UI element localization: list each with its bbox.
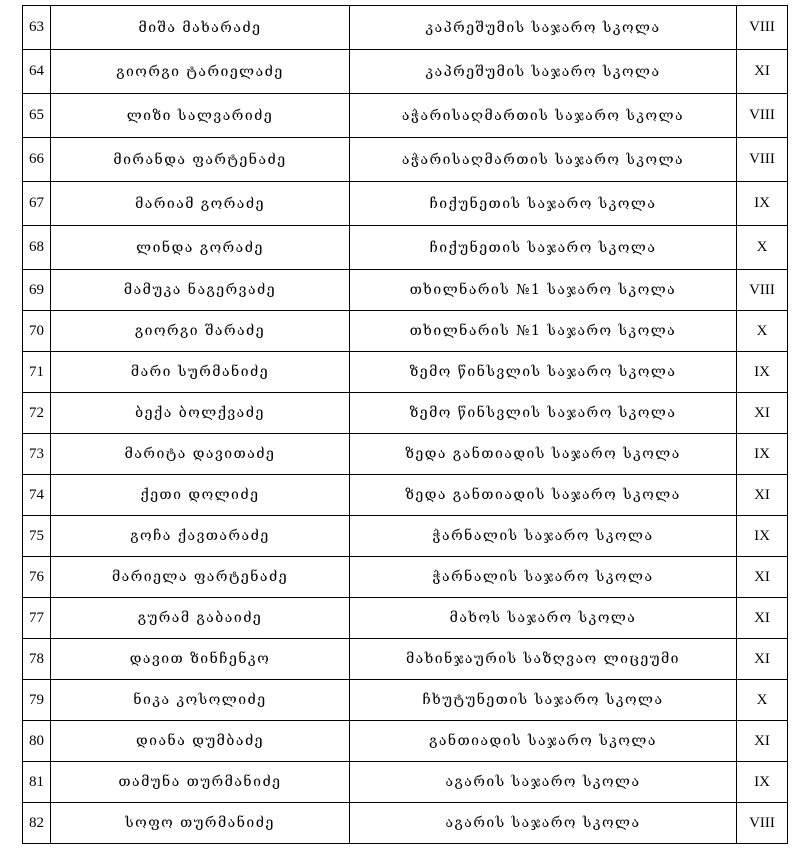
grade: VIII — [737, 138, 788, 182]
grade: X — [737, 680, 788, 721]
grade: XI — [737, 721, 788, 762]
school-name: თხილნარის №1 საჯარო სკოლა — [350, 270, 737, 311]
table-row — [23, 721, 788, 762]
school-name: მახოს საჯარო სკოლა — [350, 598, 737, 639]
grade: VIII — [737, 270, 788, 311]
grade: XI — [737, 393, 788, 434]
table-row — [23, 393, 788, 434]
participants-table-wrapper — [22, 5, 788, 844]
grade: IX — [737, 434, 788, 475]
student-name: ბექა ბოლქვაძე — [51, 393, 350, 434]
row-number: 79 — [23, 680, 51, 721]
table-row — [23, 138, 788, 182]
row-number: 75 — [23, 516, 51, 557]
school-name: აჭარისაღმართის საჯარო სკოლა — [350, 138, 737, 182]
grade: XI — [737, 475, 788, 516]
student-name: დიანა დუმბაძე — [51, 721, 350, 762]
student-name: მარიამ გორაძე — [51, 182, 350, 226]
grade: VIII — [737, 6, 788, 50]
grade: VIII — [737, 803, 788, 844]
row-number: 67 — [23, 182, 51, 226]
school-name: კაპრეშუმის საჯარო სკოლა — [350, 6, 737, 50]
school-name: აჭარისაღმართის საჯარო სკოლა — [350, 94, 737, 138]
row-number: 73 — [23, 434, 51, 475]
school-name: განთიადის საჯარო სკოლა — [350, 721, 737, 762]
grade: IX — [737, 352, 788, 393]
grade: IX — [737, 762, 788, 803]
grade: XI — [737, 50, 788, 94]
table-row — [23, 352, 788, 393]
table-row — [23, 311, 788, 352]
table-row — [23, 434, 788, 475]
student-name: მარიელა ფარტენაძე — [51, 557, 350, 598]
row-number: 69 — [23, 270, 51, 311]
student-name: თამუნა თურმანიძე — [51, 762, 350, 803]
school-name: მახინჯაურის საზღვაო ლიცეუმი — [350, 639, 737, 680]
school-name: ჩხუტუნეთის საჯარო სკოლა — [350, 680, 737, 721]
row-number: 63 — [23, 6, 51, 50]
school-name: თხილნარის №1 საჯარო სკოლა — [350, 311, 737, 352]
school-name: ჭარნალის საჯარო სკოლა — [350, 516, 737, 557]
student-name: ლინდა გორაძე — [51, 226, 350, 270]
school-name: ჭარნალის საჯარო სკოლა — [350, 557, 737, 598]
table-row — [23, 270, 788, 311]
student-name: გიორგი შარაძე — [51, 311, 350, 352]
school-name: აგარის საჯარო სკოლა — [350, 762, 737, 803]
student-name: სოფო თურმანიძე — [51, 803, 350, 844]
student-name: დავით ზინჩენკო — [51, 639, 350, 680]
table-row — [23, 475, 788, 516]
grade: IX — [737, 516, 788, 557]
table-row — [23, 182, 788, 226]
school-name: ჩიქუნეთის საჯარო სკოლა — [350, 226, 737, 270]
grade: X — [737, 226, 788, 270]
table-row — [23, 516, 788, 557]
row-number: 70 — [23, 311, 51, 352]
grade: IX — [737, 182, 788, 226]
grade: XI — [737, 557, 788, 598]
row-number: 80 — [23, 721, 51, 762]
table-row — [23, 639, 788, 680]
row-number: 65 — [23, 94, 51, 138]
table-row — [23, 557, 788, 598]
school-name: ზემო წინსვლის საჯარო სკოლა — [350, 352, 737, 393]
student-name: მირანდა ფარტენაძე — [51, 138, 350, 182]
table-row — [23, 94, 788, 138]
grade: X — [737, 311, 788, 352]
row-number: 64 — [23, 50, 51, 94]
grade: XI — [737, 639, 788, 680]
grade: XI — [737, 598, 788, 639]
table-row — [23, 6, 788, 50]
table-row — [23, 762, 788, 803]
table-row — [23, 803, 788, 844]
row-number: 76 — [23, 557, 51, 598]
school-name: ზედა განთიადის საჯარო სკოლა — [350, 434, 737, 475]
participants-table — [22, 5, 788, 844]
student-name: გიორგი ტარიელაძე — [51, 50, 350, 94]
table-row — [23, 226, 788, 270]
student-name: მამუკა ნაგერვაძე — [51, 270, 350, 311]
school-name: ჩიქუნეთის საჯარო სკოლა — [350, 182, 737, 226]
table-row — [23, 50, 788, 94]
row-number: 71 — [23, 352, 51, 393]
row-number: 68 — [23, 226, 51, 270]
student-name: გურამ გაბაიძე — [51, 598, 350, 639]
row-number: 66 — [23, 138, 51, 182]
row-number: 74 — [23, 475, 51, 516]
student-name: ნიკა კოსოლიძე — [51, 680, 350, 721]
student-name: მარი სურმანიძე — [51, 352, 350, 393]
grade: VIII — [737, 94, 788, 138]
row-number: 72 — [23, 393, 51, 434]
row-number: 81 — [23, 762, 51, 803]
school-name: ზედა განთიადის საჯარო სკოლა — [350, 475, 737, 516]
school-name: კაპრეშუმის საჯარო სკოლა — [350, 50, 737, 94]
student-name: მიშა მახარაძე — [51, 6, 350, 50]
row-number: 82 — [23, 803, 51, 844]
row-number: 77 — [23, 598, 51, 639]
school-name: აგარის საჯარო სკოლა — [350, 803, 737, 844]
school-name: ზემო წინსვლის საჯარო სკოლა — [350, 393, 737, 434]
table-row — [23, 598, 788, 639]
student-name: გოჩა ქავთარაძე — [51, 516, 350, 557]
row-number: 78 — [23, 639, 51, 680]
student-name: მარიტა დავითაძე — [51, 434, 350, 475]
student-name: ქეთი დოლიძე — [51, 475, 350, 516]
table-row — [23, 680, 788, 721]
student-name: ლიზი სალვარიძე — [51, 94, 350, 138]
table-body — [23, 6, 788, 844]
